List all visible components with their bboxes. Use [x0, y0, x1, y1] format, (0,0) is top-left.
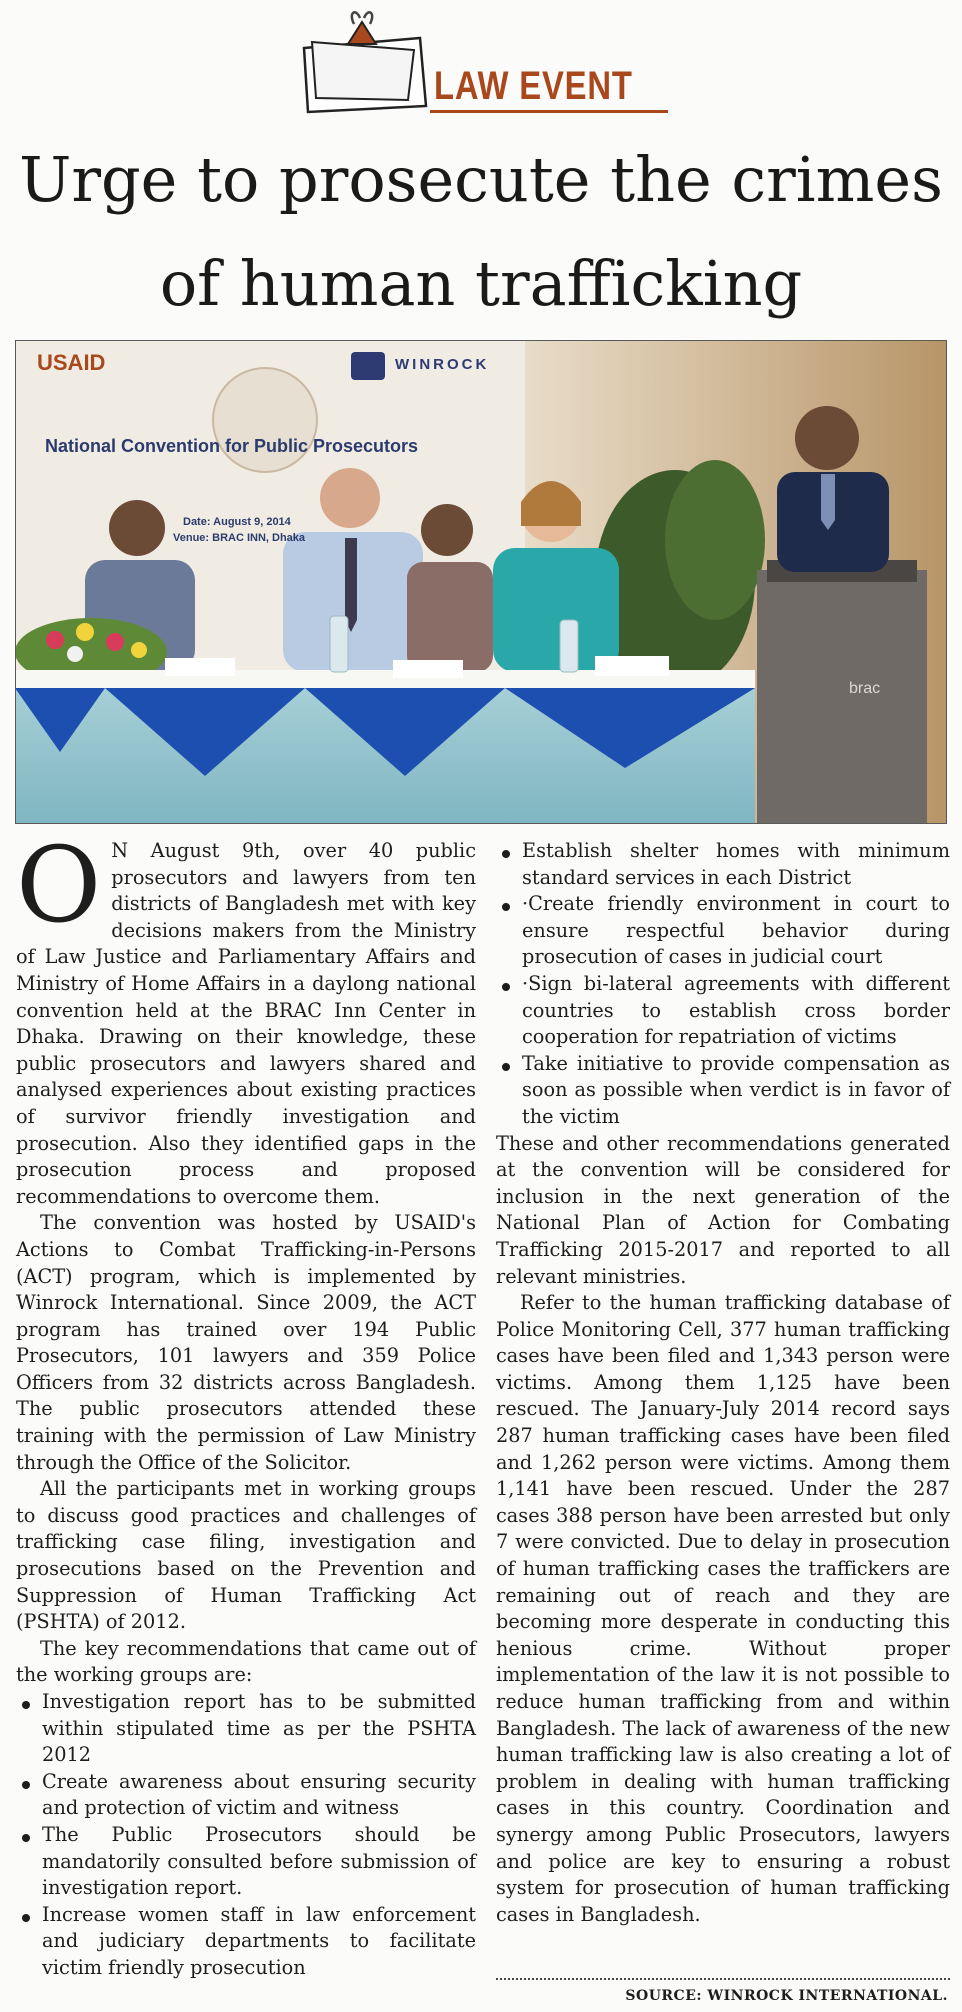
recommendations-list-right [496, 838, 950, 1131]
list-item: Investigation report has to be submitted within stipulated time as per the PSHTA 2012 [16, 1689, 476, 1769]
article-column-right [496, 838, 950, 1928]
list-item: ·Create friendly environment in court to ensure respectful behavior during prosecution of cases in judicial court [496, 891, 950, 971]
event-photo [15, 340, 947, 824]
list-item: Establish shelter homes with minimum standard services in each District [496, 838, 950, 891]
paragraph-6: Refer to the human trafficking database of Police Monitoring Cell, 377 human trafficking cases have been filed and 1,343 person were victims. Among them 1,125 have been rescued. The January-July 2014 record says 287 human trafficking cases have been filed and 1,262 person were victims. Among them 1,141 have been rescued. Under the 287 cases 388 person have been arrested but only 7 were convicted. Due to delay in prosecution of human trafficking cases the traffickers are remaining out of reach and they are becoming more desperate in conducting this henious crime. Without proper implementation of the law it is not possible to reduce human trafficking from and within Bangladesh. The lack of awareness of the new human trafficking law is also creating a lot of problem in dealing with human trafficking cases in this country. Coordination and synergy among Public Prosecutors, lawyers and police are key to ensuring a robust system for prosecution of human trafficking cases in Bangladesh. [496, 1291, 950, 1926]
section-label: LAW EVENT [434, 64, 633, 108]
list-item: Increase women staff in law enforcement and judiciary departments to facilitate victim friendly prosecution [16, 1902, 476, 1982]
banner-venue: Venue: BRAC INN, Dhaka [173, 532, 306, 544]
source-divider [496, 1978, 950, 1980]
paragraph-2: The convention was hosted by USAID's Actions to Combat Trafficking-in-Persons (ACT) program, which is implemented by Winrock International. Since 2009, the ACT program has trained over 194 Public Prosecutors, 101 lawyers and 359 Police Officers from 32 districts across Bangladesh. The public prosecutors attended these training with the permission of Law Ministry through the Office of the Solicitor. [16, 1211, 476, 1474]
paragraph-3: All the participants met in working groups to discuss good practices and challenges of trafficking case filing, investigation and prosecutions based on the Prevention and Suppression of Human Trafficking Act (PSHTA) of 2012. [16, 1477, 476, 1634]
list-item: The Public Prosecutors should be mandatorily consulted before submission of investigation report. [16, 1822, 476, 1902]
winrock-logo: WINROCK [395, 356, 490, 373]
paper-clip-icon [298, 8, 438, 116]
source-credit: SOURCE: WINROCK INTERNATIONAL. [625, 1988, 948, 2004]
headline-line-2: of human trafficking [159, 247, 803, 320]
paragraph-5: These and other recommendations generated at the convention will be considered for inclusion in the next generation of the National Plan of Action for Combating Trafficking 2015-2017 and reported to all relevant ministries. [496, 1131, 950, 1288]
banner-date: Date: August 9, 2014 [183, 516, 291, 528]
paragraph-1-text: N August 9th, over 40 public prosecutors and lawyers from ten districts of Bangladesh met with key decisions makers from the Ministry of Law Justice and Parliamentary Affairs and Ministry of Home Affairs in a daylong national convention held at the BRAC Inn Center in Dhaka. Drawing on their knowledge, these public prosecutors and lawyers shared and analysed experiences about existing practices of survivor friendly investigation and prosecution. Also they identified gaps in the prosecution process and proposed recommendations to overcome them. [16, 839, 476, 1208]
article-column-left [16, 824, 476, 1982]
headline-line-1: Urge to prosecute the crimes [19, 143, 943, 216]
event-photo-illustration [15, 340, 947, 824]
recommendations-list-left [16, 1689, 476, 1982]
list-item: ·Sign bi-lateral agreements with different countries to establish cross border cooperation for repatriation of victims [496, 971, 950, 1051]
drop-cap: O [16, 824, 102, 946]
paragraph-4: The key recommendations that came out of the working groups are: [16, 1636, 476, 1687]
podium-brand: brac [849, 680, 881, 697]
banner-title: National Convention for Public Prosecutors [45, 436, 419, 456]
headline [0, 128, 962, 336]
section-underline [430, 110, 668, 113]
list-item: Create awareness about ensuring security and protection of victim and witness [16, 1769, 476, 1822]
usaid-logo: USAID [37, 350, 106, 375]
list-item: Take initiative to provide compensation as soon as possible when verdict is in favor of the victim [496, 1051, 950, 1131]
paragraph-1 [16, 824, 476, 1210]
